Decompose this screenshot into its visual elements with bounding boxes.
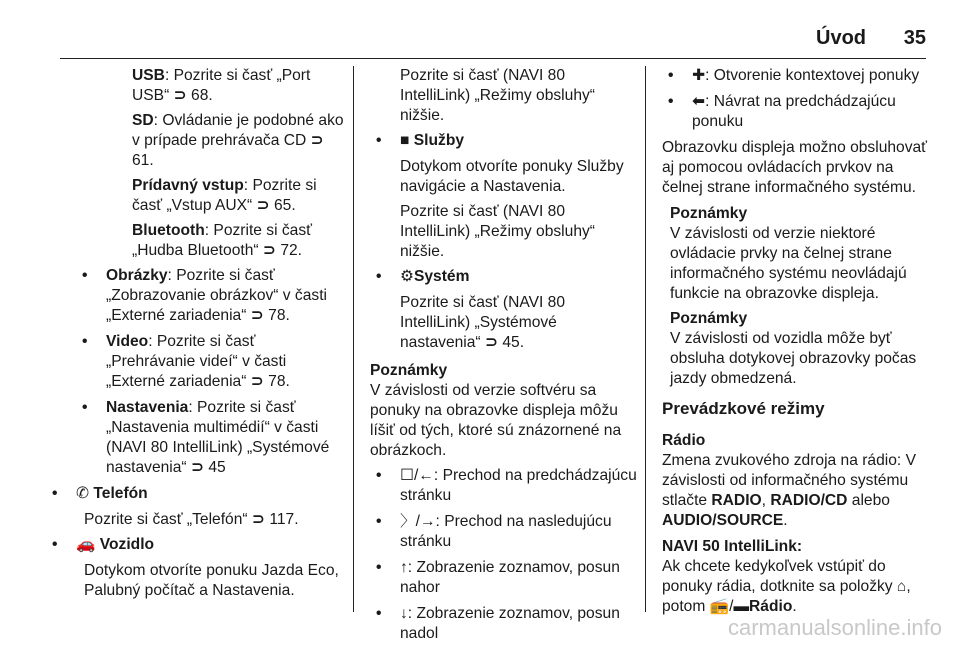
column-divider (353, 66, 354, 612)
controls-paragraph: Obrazovku displeja možno obsluhovať aj pomocou ovládacích prvkov na čelnej strane informačného systému. (662, 139, 928, 196)
system-text: Pozrite si časť (NAVI 80 IntelliLink) „Systémové nastavenia“ ⊃ 45. (400, 294, 566, 351)
plus-icon: ✚ (692, 67, 706, 84)
briefcase-icon: ■ (400, 132, 410, 149)
note1-text: V závislosti od verzie niektoré ovládacie prvky na čelnej strane informačného systému neovládajú funkcie na obrazovke displeja. (670, 225, 907, 302)
bluetooth-item: Bluetooth: Pozrite si časť „Hudba Bluetooth“ ⊃ 72. (132, 222, 313, 259)
list-item-back: • ⬅: Návrat na predchádzajúcu ponuku (662, 92, 932, 132)
radio-text: Zmena zvukového zdroja na rádio: V závislosti od informačného systému stlačte RADIO, RADIO/CD alebo AUDIO/SOURCE. (662, 452, 916, 529)
media-icon: ▬ (733, 598, 750, 615)
navi-text: Ak chcete kedykoľvek vstúpiť do ponuky rádia, dotknite sa položky ⌂, potom 📻/▬Rádio. (662, 558, 911, 615)
home-icon: ⌂ (896, 578, 907, 595)
gear-icon: ⚙ (400, 268, 414, 285)
column-2 (370, 66, 638, 650)
page-ref-icon: ⊃ (310, 132, 324, 149)
car-icon: 🚗 (76, 536, 96, 553)
page-ref-icon: ⊃ (251, 511, 265, 528)
phone-icon: ✆ (76, 485, 90, 502)
page-ref-icon: ⊃ (250, 373, 264, 390)
note2-text: V závislosti od vozidla môže byť obsluha dotykovej obrazovky počas jazdy obmedzená. (670, 330, 917, 387)
list-item-next-page: • 〉/→: Prechod na nasledujúcu stránku (370, 512, 638, 552)
page-ref-icon: ⊃ (173, 87, 187, 104)
page-number: 35 (903, 27, 926, 49)
note-text: V závislosti od verzie softvéru sa ponuky na obrazovke displeja môžu líšiť od tých, ktoré sú znázornené na obrázkoch. (370, 382, 622, 459)
column-1 (76, 66, 344, 606)
list-item-prev-page: • ☐/←: Prechod na predchádzajúcu stránku (370, 466, 638, 506)
list-item-system: • ⚙Systém (370, 267, 638, 287)
page-ref-icon: ⊃ (256, 197, 270, 214)
page-header (60, 28, 926, 59)
page-title: Úvod (816, 27, 866, 49)
list-item-vozidlo: • 🚗 Vozidlo (46, 535, 344, 555)
navi-heading: NAVI 50 IntelliLink: (662, 538, 803, 555)
column-divider (645, 66, 646, 612)
sluzby-text-2: Pozrite si časť (NAVI 80 IntelliLink) „Režimy obsluhy“ nižšie. (400, 203, 595, 260)
page-ref-icon: ⊃ (250, 307, 264, 324)
note-title: Poznámky (370, 362, 448, 379)
watermark: carmanualsonline.info (727, 615, 942, 640)
sd-item: SD: Ovládanie je podobné ako v prípade prehrávača CD ⊃ 61. (132, 112, 344, 169)
back-arrow-icon: ⬅ (692, 93, 706, 110)
radio-heading: Rádio (662, 432, 706, 449)
vozidlo-text: Dotykom otvoríte ponuku Jazda Eco, Palubný počítač a Nastavenia. (84, 562, 339, 599)
list-item-context-menu: • ✚: Otvorenie kontextovej ponuky (662, 66, 932, 86)
sluzby-text-1: Dotykom otvoríte ponuky Služby navigácie a Nastavenia. (400, 158, 624, 195)
telefon-text: Pozrite si časť „Telefón“ ⊃ 117. (84, 511, 299, 528)
page-ref-icon: ⊃ (190, 459, 205, 476)
note2-title: Poznámky (670, 310, 748, 327)
list-item-obrazky: • Obrázky: Pozrite si časť „Zobrazovanie obrázkov“ v časti „Externé zariadenia“ ⊃ 78. (76, 266, 344, 326)
top-text: Pozrite si časť (NAVI 80 IntelliLink) „Režimy obsluhy“ nižšie. (400, 67, 595, 124)
list-item-scroll-up: • ↑: Zobrazenie zoznamov, posun nahor (370, 558, 638, 598)
list-item-sluzby: • ■ Služby (370, 131, 638, 151)
column-3 (662, 66, 932, 622)
page-ref-icon: ⊃ (262, 242, 276, 259)
list-item-nastavenia: • Nastavenia: Pozrite si časť „Nastavenia multimédií“ v časti (NAVI 80 IntelliLink) „Systémové nastavenia“ ⊃ 45 (76, 398, 344, 478)
usb-item: USB: Pozrite si časť „Port USB“ ⊃ 68. (132, 67, 311, 104)
list-item-scroll-down: • ↓: Zobrazenie zoznamov, posun nadol (370, 604, 638, 644)
page-ref-icon: ⊃ (484, 334, 499, 351)
section-heading: Prevádzkové režimy (662, 399, 825, 418)
radio-icon: 📻 (709, 598, 730, 615)
list-item-telefon: • ✆ Telefón (46, 484, 344, 504)
aux-item: Prídavný vstup: Pozrite si časť „Vstup AUX“ ⊃ 65. (132, 177, 317, 214)
list-item-video: • Video: Pozrite si časť „Prehrávanie videí“ v časti „Externé zariadenia“ ⊃ 78. (76, 332, 344, 392)
note1-title: Poznámky (670, 205, 748, 222)
